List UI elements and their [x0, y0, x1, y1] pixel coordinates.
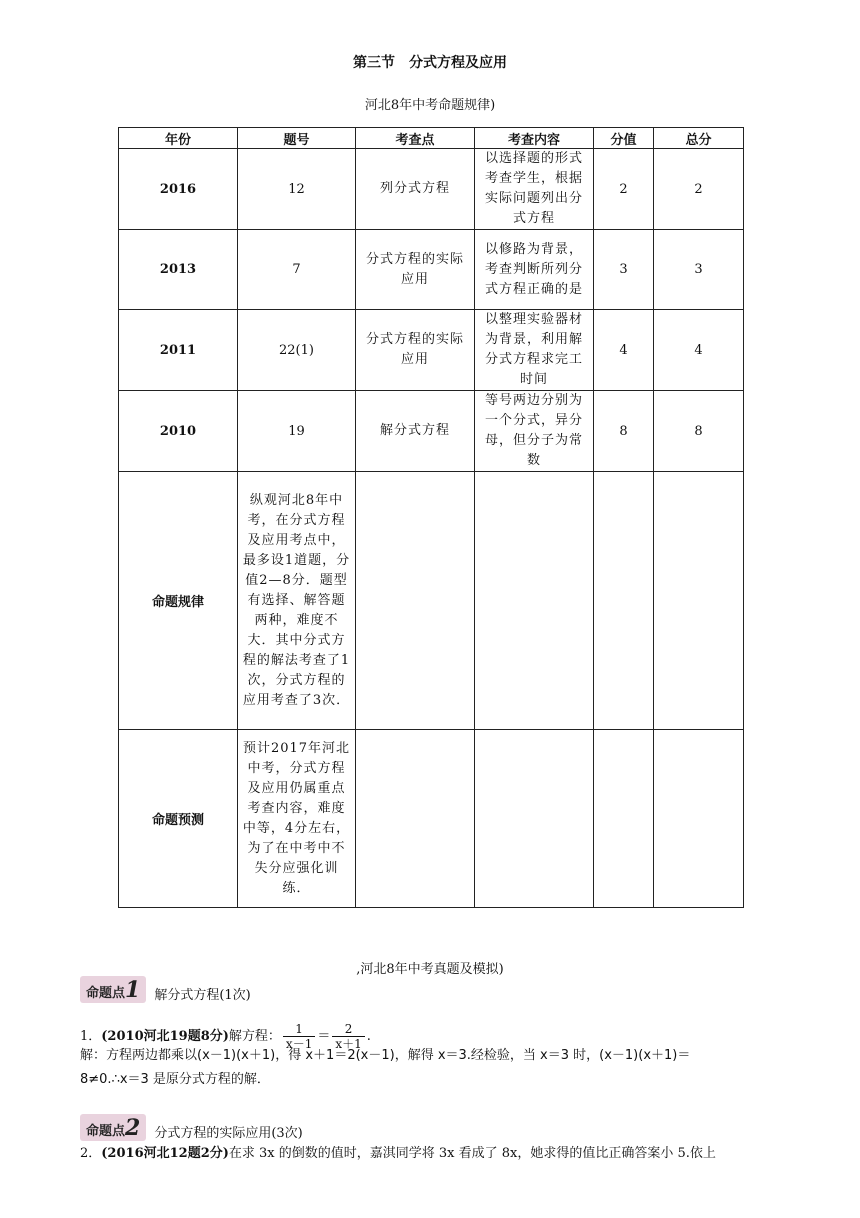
topic-heading-2	[80, 1114, 303, 1141]
cell-number: 22(1)	[238, 310, 356, 391]
cell-score: 4	[594, 310, 654, 391]
cell-score: 3	[594, 230, 654, 310]
rule-label: 命题规律	[119, 472, 238, 730]
cell-score: 2	[594, 149, 654, 230]
empty-cell	[654, 472, 744, 730]
header-point: 考查点	[356, 128, 475, 149]
topic-title: 分式方程的实际应用(3次)	[154, 1126, 303, 1141]
cell-number: 12	[238, 149, 356, 230]
empty-cell	[356, 472, 475, 730]
question-2: 2．(2016河北12题2分)在求 3x 的倒数的值时，嘉淇同学将 3x 看成了 8x，她求得的值比正确答案小 5.依上	[80, 1146, 716, 1161]
fraction: $\frac{2}{x+1}$	[332, 1022, 364, 1051]
cell-point: 解分式方程	[356, 391, 475, 472]
cell-point: 分式方程的实际应用	[356, 310, 475, 391]
table-row	[119, 149, 744, 230]
cell-score: 8	[594, 391, 654, 472]
cell-number: 19	[238, 391, 356, 472]
answer-line: 8≠0.∴x＝3 是原分式方程的解．	[80, 1072, 270, 1087]
fraction: $\frac{1}{x-1}$	[283, 1022, 315, 1051]
empty-cell	[594, 472, 654, 730]
cell-total: 2	[654, 149, 744, 230]
section-title: ,河北8年中考真题及模拟)	[356, 962, 504, 977]
empty-cell	[594, 730, 654, 908]
rule-text: 纵观河北8年中考，在分式方程及应用考点中，最多设1道题，分值2—8分．题型有选择、解答题两种，难度不大．其中分式方程的解法考查了1次，分式方程的应用考查了3次．	[238, 472, 356, 730]
table-row	[119, 230, 744, 310]
topic-title: 解分式方程(1次)	[154, 988, 251, 1003]
topic-badge: 命题点1	[80, 976, 146, 1003]
question-1: 1．(2010河北19题8分)解方程： $\frac{1}{x-1}$ ＝ $\frac{2}{x+1}$ .	[80, 1022, 371, 1051]
cell-year: 2011	[119, 310, 238, 391]
header-year: 年份	[119, 128, 238, 149]
table-row-rules	[119, 472, 744, 730]
table-row-forecast	[119, 730, 744, 908]
header-score: 分值	[594, 128, 654, 149]
topic-badge: 命题点2	[80, 1114, 146, 1141]
cell-year: 2013	[119, 230, 238, 310]
cell-year: 2016	[119, 149, 238, 230]
cell-year: 2010	[119, 391, 238, 472]
empty-cell	[475, 472, 594, 730]
header-total: 总分	[654, 128, 744, 149]
page-title: 第三节 分式方程及应用	[353, 55, 507, 71]
table-header-row	[119, 128, 744, 149]
header-content: 考查内容	[475, 128, 594, 149]
cell-total: 8	[654, 391, 744, 472]
cell-point: 分式方程的实际应用	[356, 230, 475, 310]
exam-rules-table	[118, 127, 744, 908]
empty-cell	[356, 730, 475, 908]
cell-point: 列分式方程	[356, 149, 475, 230]
question-source: (2010河北19题8分)	[101, 1029, 229, 1044]
cell-total: 3	[654, 230, 744, 310]
forecast-label: 命题预测	[119, 730, 238, 908]
answer-1	[80, 1044, 812, 1092]
cell-content: 以整理实验器材为背景，利用解分式方程求完工时间	[475, 310, 594, 391]
table-caption: 河北8年中考命题规律)	[364, 98, 496, 113]
empty-cell	[654, 730, 744, 908]
table-row	[119, 310, 744, 391]
header-number: 题号	[238, 128, 356, 149]
cell-content: 以选择题的形式考查学生，根据实际问题列出分式方程	[475, 149, 594, 230]
cell-number: 7	[238, 230, 356, 310]
cell-total: 4	[654, 310, 744, 391]
table-row	[119, 391, 744, 472]
answer-line: 解：方程两边都乘以(x－1)(x＋1)，得 x＋1＝2(x－1)，解得 x＝3.经检验，当 x＝3 时，(x－1)(x＋1)＝	[80, 1048, 691, 1063]
question-source: (2016河北12题2分)	[101, 1146, 229, 1161]
forecast-text: 预计2017年河北中考，分式方程及应用仍属重点考查内容，难度中等，4分左右，为了在中考中不失分应强化训练．	[238, 730, 356, 908]
cell-content: 以修路为背景，考查判断所列分式方程正确的是	[475, 230, 594, 310]
empty-cell	[475, 730, 594, 908]
topic-heading-1	[80, 976, 251, 1003]
cell-content: 等号两边分别为一个分式，异分母，但分子为常数	[475, 391, 594, 472]
